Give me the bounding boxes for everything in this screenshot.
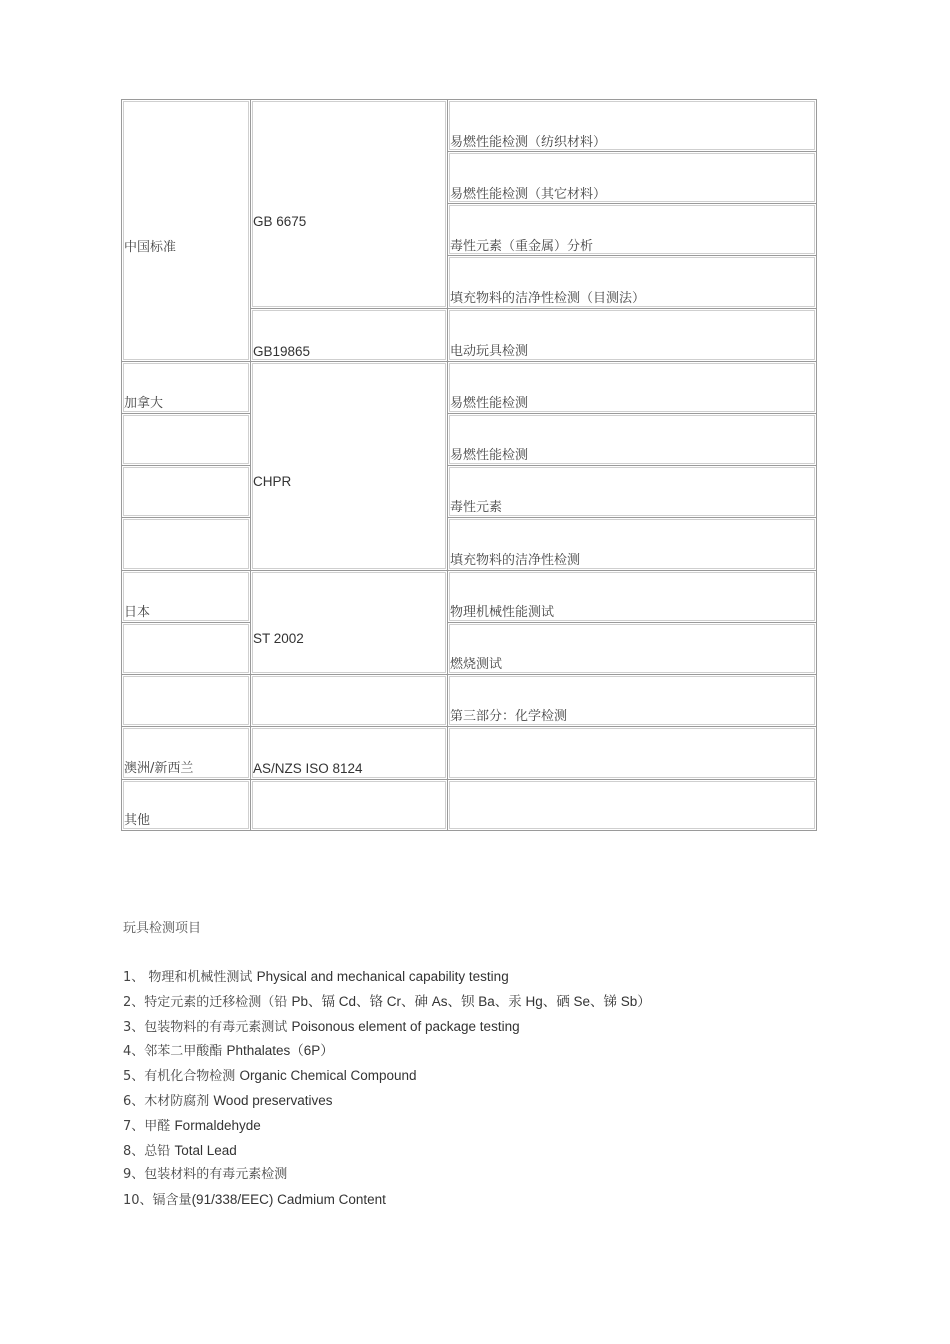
cell-text: AS/NZS ISO 8124 (253, 761, 363, 776)
list-item (123, 1018, 651, 1043)
item-number: 10、 (123, 1193, 153, 1209)
list-item (123, 1166, 651, 1191)
cell-text: 易燃性能检测（纺织材料） (450, 135, 607, 150)
cell-text: 毒性元素（重金属）分析 (450, 239, 594, 254)
table-cell-empty (121, 413, 251, 466)
cell-text: 毒性元素 (450, 500, 503, 515)
list-item (123, 1042, 651, 1067)
item-number: 7、 (123, 1118, 145, 1134)
list-item (123, 1092, 651, 1117)
section-title: 玩具检测项目 (123, 921, 202, 936)
item-number: 3、 (123, 1019, 145, 1035)
cell-text: 易燃性能检测 (450, 448, 529, 463)
item-zh: 包装物料的有毒元素测试 (144, 1019, 288, 1035)
item-en: Total Lead (174, 1142, 237, 1158)
list-item (123, 993, 651, 1018)
cell-text: 填充物料的洁净性检测 (450, 553, 581, 568)
table-cell-empty (250, 674, 448, 727)
table-cell-empty (121, 622, 251, 675)
table-cell-item (447, 413, 817, 466)
cell-text: ST 2002 (253, 631, 304, 646)
item-number: 8、 (123, 1143, 145, 1159)
table-cell-standard-gb19865 (250, 308, 448, 362)
cell-text: 电动玩具检测 (450, 344, 529, 359)
table-cell-empty (447, 779, 817, 831)
item-en: Formaldehyde (174, 1117, 261, 1133)
table-cell-country-aus-nz (121, 726, 251, 780)
item-en: Poisonous element of package testing (291, 1018, 520, 1034)
cell-text: 易燃性能检测（其它材料） (450, 187, 607, 202)
table-cell-standard-chpr (250, 361, 448, 571)
item-zh: 木材防腐剂 (144, 1093, 210, 1109)
table-cell-empty (447, 726, 817, 780)
list-item (123, 1142, 651, 1167)
table-cell-item (447, 151, 817, 204)
cell-text: 易燃性能检测 (450, 396, 529, 411)
table-cell-standard-st2002 (250, 570, 448, 675)
item-en: (91/338/EEC) Cadmium Content (191, 1192, 386, 1208)
item-zh: 甲醛 (144, 1118, 171, 1134)
table-cell-item (447, 361, 817, 414)
cell-text: 燃烧测试 (450, 657, 503, 672)
table-cell-standard-gb6675 (250, 99, 448, 309)
table-cell-country-china (121, 99, 251, 362)
item-number: 9、 (123, 1167, 145, 1183)
cell-text: 物理机械性能测试 (450, 605, 555, 620)
table-cell-item (447, 99, 817, 152)
item-number: 1、 (123, 970, 145, 985)
item-number: 4、 (123, 1044, 145, 1060)
cell-text: GB19865 (253, 344, 311, 359)
list-item (123, 968, 651, 993)
item-en: Physical and mechanical capability testing (256, 969, 509, 984)
item-number: 6、 (123, 1093, 145, 1109)
item-zh: 包装材料的有毒元素检测 (144, 1167, 288, 1183)
table-cell-item (447, 465, 817, 518)
item-number: 2、 (123, 994, 145, 1010)
item-en: Pb、镉 Cd、铬 Cr、砷 As、钡 Ba、汞 Hg、硒 Se、锑 Sb） (291, 993, 651, 1009)
table-cell-item (447, 622, 817, 675)
cell-text: 加拿大 (124, 396, 164, 411)
table-cell-empty (121, 465, 251, 518)
item-zh: 邻苯二甲酸酯 (144, 1044, 223, 1060)
table-cell-item (447, 517, 817, 571)
item-number: 5、 (123, 1069, 145, 1085)
cell-text: 日本 (124, 605, 151, 620)
table-cell-country-canada (121, 361, 251, 414)
cell-text: 第三部分：化学检测 (450, 709, 568, 724)
table-cell-standard-asnzs (250, 726, 448, 780)
table-cell-empty (121, 517, 251, 571)
list-item (123, 1067, 651, 1092)
cell-text: 填充物料的洁净性检测（目测法） (450, 291, 646, 306)
table-cell-item (447, 674, 817, 727)
item-zh: 有机化合物检测 (144, 1069, 236, 1085)
table-cell-item (447, 570, 817, 623)
test-items-list (123, 968, 651, 1216)
cell-text: 中国标准 (124, 240, 177, 255)
item-zh: 总铅 (144, 1143, 171, 1159)
cell-text: 澳洲/新西兰 (124, 761, 194, 776)
list-item (123, 1191, 651, 1216)
item-zh: 物理和机械性测试 (144, 970, 253, 985)
cell-text: 其他 (124, 813, 151, 828)
item-en: Wood preservatives (213, 1092, 333, 1108)
table-cell-empty (121, 674, 251, 727)
table-cell-item (447, 203, 817, 256)
item-en: Phthalates（6P） (226, 1043, 334, 1059)
table-cell-item (447, 255, 817, 309)
list-item (123, 1117, 651, 1142)
item-zh: 镉含量 (152, 1193, 192, 1209)
item-zh: 特定元素的迁移检测（铅 (144, 994, 288, 1010)
table-cell-country-other (121, 779, 251, 831)
table-cell-empty (250, 779, 448, 831)
item-en: Organic Chemical Compound (239, 1068, 417, 1084)
table-cell-item (447, 308, 817, 362)
cell-text: GB 6675 (253, 214, 307, 229)
table-cell-country-japan (121, 570, 251, 623)
cell-text: CHPR (253, 474, 292, 489)
